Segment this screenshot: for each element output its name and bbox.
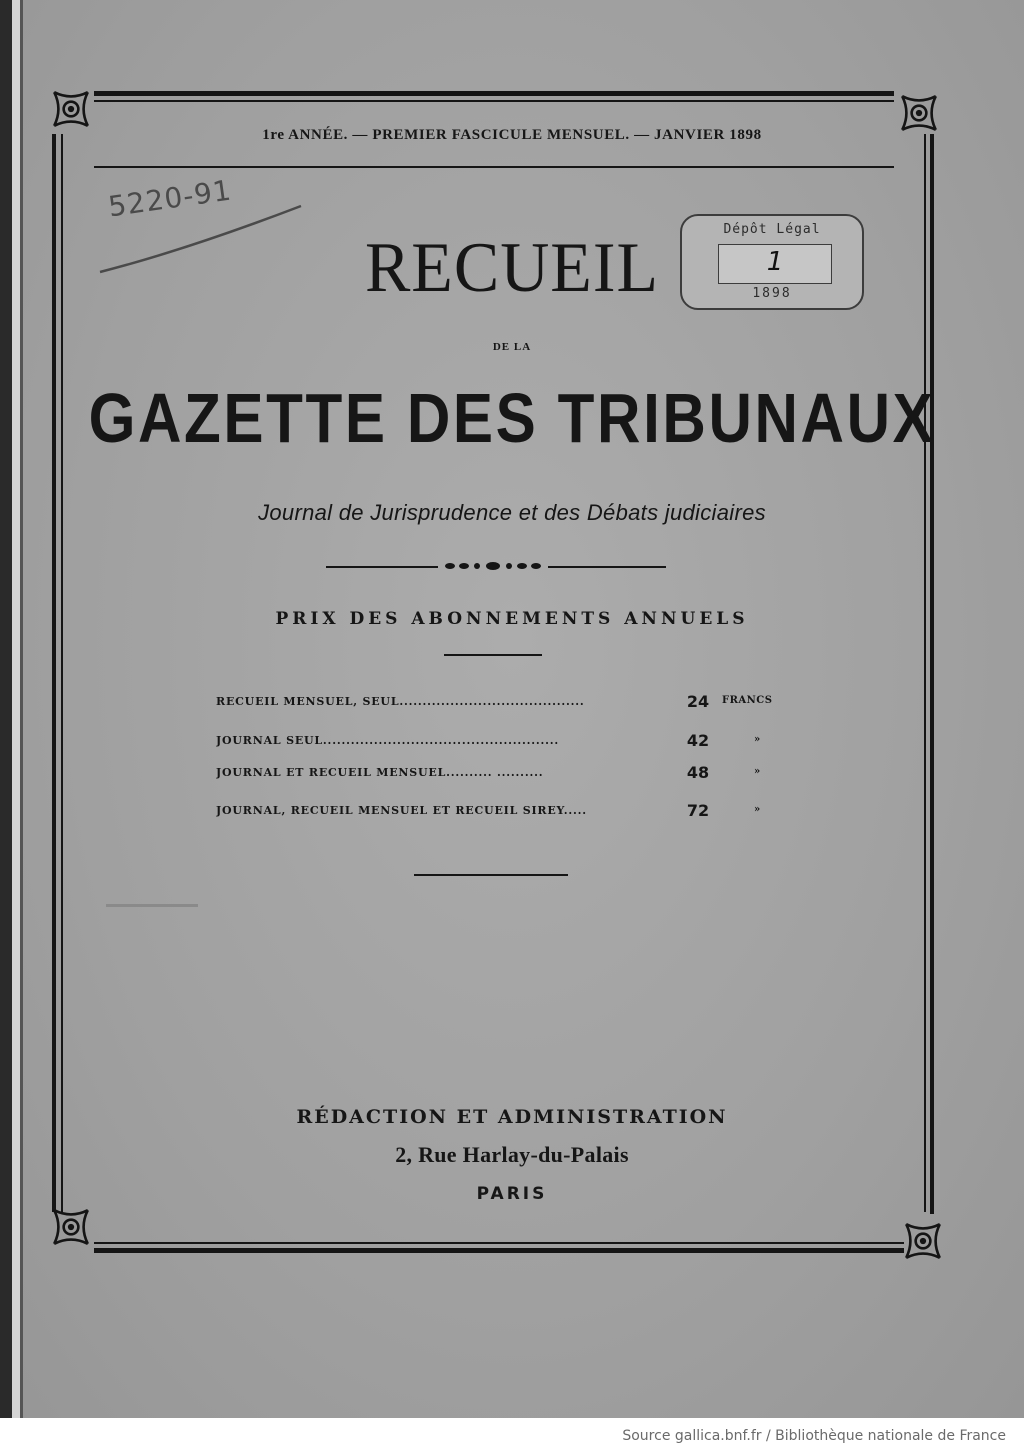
price-label: JOURNAL, RECUEIL MENSUEL ET RECUEIL SIREY.....	[216, 804, 587, 817]
prices-heading: PRIX DES ABONNEMENTS ANNUELS	[275, 609, 749, 629]
title-connector: DE LA	[492, 341, 532, 353]
fleuron-divider-icon	[440, 559, 546, 573]
price-label: RECUEIL MENSUEL, SEUL........................................	[216, 695, 585, 708]
price-row	[216, 801, 776, 826]
publisher-city: PARIS	[476, 1184, 548, 1204]
title-recueil: RECUEIL	[364, 227, 660, 307]
corner-ornament-icon	[902, 1220, 944, 1262]
handwritten-reference: 5220-91	[106, 173, 234, 224]
publisher-heading: RÉDACTION ET ADMINISTRATION	[296, 1106, 728, 1128]
subtitle: Journal de Jurisprudence et des Débats judiciaires	[258, 500, 766, 525]
price-row	[216, 763, 776, 788]
stamp-number: 1	[766, 247, 784, 277]
price-unit: FRANCS	[722, 695, 773, 706]
price-unit: »	[754, 804, 761, 815]
stamp-label: Dépôt Légal	[723, 222, 821, 237]
prices-end-rule	[414, 874, 568, 876]
price-label: JOURNAL SEUL...................................................	[216, 734, 560, 747]
price-row	[216, 731, 776, 756]
title-gazette: GAZETTE DES TRIBUNAUX	[88, 379, 936, 457]
prices-heading-rule	[444, 654, 542, 656]
price-value: 24	[686, 692, 710, 711]
binding-shadow	[20, 0, 23, 1418]
divider-right-rule	[548, 566, 666, 568]
frame-top-thin-rule	[94, 100, 894, 102]
corner-ornament-icon	[50, 88, 92, 130]
price-row	[216, 692, 776, 717]
price-value: 72	[686, 801, 710, 820]
frame-top-thick-rule	[94, 91, 894, 96]
divider-left-rule	[326, 566, 438, 568]
price-unit: »	[754, 766, 761, 777]
faint-mark	[106, 904, 198, 907]
corner-ornament-icon	[50, 1206, 92, 1248]
binding-spine	[0, 0, 12, 1418]
price-unit: »	[754, 734, 761, 745]
binding-edge	[12, 0, 20, 1418]
frame-bottom-thin-rule	[94, 1242, 904, 1244]
price-value: 42	[686, 731, 710, 750]
source-credit: Source gallica.bnf.fr / Bibliothèque nationale de France	[622, 1428, 1006, 1444]
stamp-year: 1898	[752, 286, 792, 301]
price-label: JOURNAL ET RECUEIL MENSUEL.......... ..........	[216, 766, 544, 779]
frame-bottom-thick-rule	[94, 1248, 904, 1253]
header-rule	[94, 166, 894, 168]
price-value: 48	[686, 763, 710, 782]
issue-header: 1re ANNÉE. — PREMIER FASCICULE MENSUEL. — JANVIER 1898	[262, 127, 762, 143]
publisher-address: 2, Rue Harlay-du-Palais	[395, 1142, 629, 1167]
